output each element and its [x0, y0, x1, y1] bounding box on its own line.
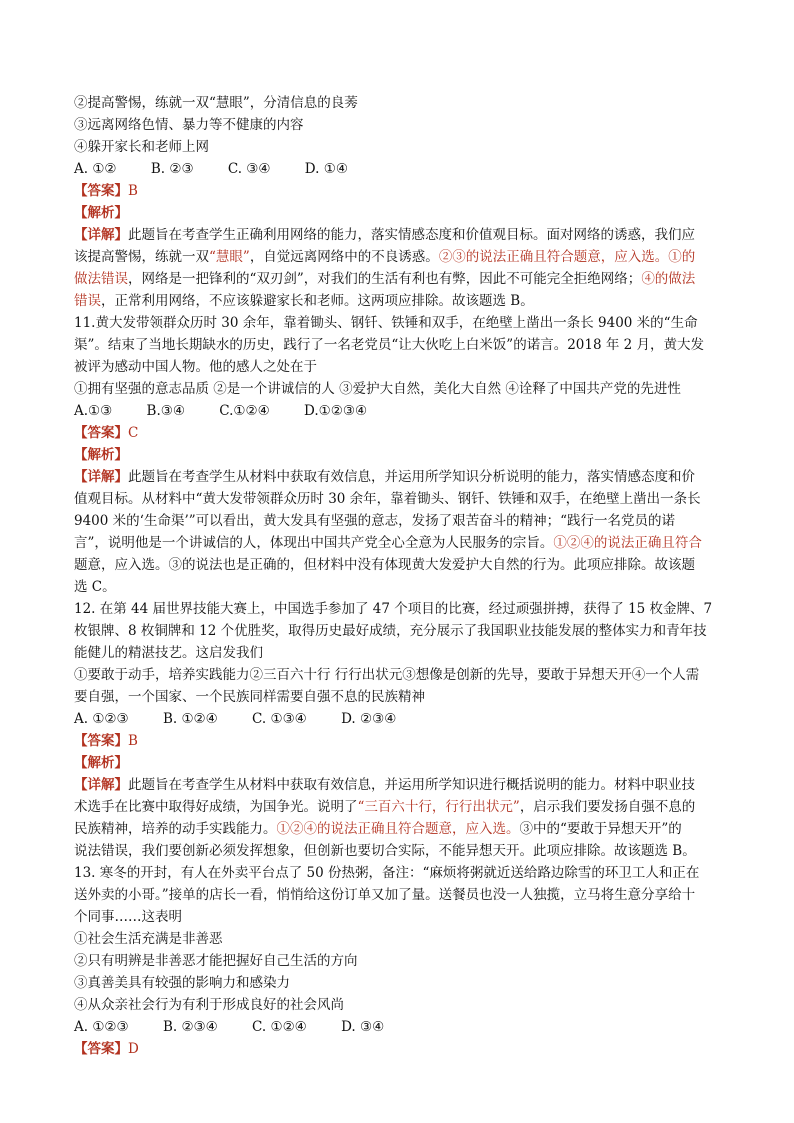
choice-item: ④躲开家长和老师上网	[74, 139, 209, 155]
explanation-text: 选 C。	[74, 579, 116, 595]
question-stem-line: 11.黄大发带领群众历时 30 余年，靠着锄头、钢钎、铁锤和双手，在绝壁上凿出一条长 9400 米的“生命	[74, 315, 698, 331]
option-a: A.①③	[74, 403, 113, 419]
option-c: C. ①③④	[252, 711, 307, 727]
detail-label: 【详解】	[74, 777, 128, 793]
option-a: A. ①②③	[74, 1019, 129, 1035]
explanation-line	[74, 554, 724, 576]
explanation-text: 此题旨在考查学生从材料中获取有效信息，并运用所学知识分析说明的能力，落实情感态度和价	[128, 469, 695, 485]
question-stem-line: 能健儿的精湛技艺。这启发我们	[74, 645, 263, 661]
detail-label: 【详解】	[74, 469, 128, 485]
answer-line	[74, 730, 724, 752]
answer-label: 【答案】	[74, 183, 128, 199]
detail-label: 【详解】	[74, 227, 128, 243]
explanation-text: 民族精神，培养的动手实践能力。	[74, 821, 277, 837]
options-row	[74, 400, 724, 422]
explanation-line	[74, 818, 724, 840]
answer-label: 【答案】	[74, 733, 128, 749]
question-11	[74, 312, 724, 598]
explanation-line	[74, 576, 724, 598]
explanation-text: ，网络是一把锋利的“双刃剑”，对我们的生活有利也有弊，因此不可能完全拒绝网络；	[128, 271, 642, 287]
question-stem-line: 被评为感动中国人物。他的感人之处在于	[74, 359, 317, 375]
exam-page	[74, 92, 724, 1060]
answer-value: B	[128, 733, 138, 749]
question-stem-line: 个同事……这表明	[74, 909, 182, 925]
option-d: D. ②③④	[341, 711, 397, 727]
choice-items-line: 要自强，一个国家、一个民族同样需要自强不息的民族精神	[74, 689, 425, 705]
answer-value: C	[128, 425, 139, 441]
highlighted-text: “慧眼”	[209, 249, 250, 265]
explanation-text: 言”，说明他是一个讲诚信的人，体现出中国共产党全心全意为人民服务的宗旨。	[74, 535, 554, 551]
explanation-text: 说法错误，我们要创新必须发挥想象，但创新也要切合实际，不能异想天开。此项应排除。故该题选 B。	[74, 843, 696, 859]
options-row	[74, 1016, 724, 1038]
answer-line	[74, 180, 724, 202]
highlighted-text: ②③的说法正确且符合题意，应入选。①的	[438, 249, 696, 265]
option-d: D. ③④	[341, 1019, 385, 1035]
explanation-text: ③中的“要敢于异想天开”的	[519, 821, 682, 837]
explanation-line	[74, 840, 724, 862]
choice-items-line: ①拥有坚强的意志品质 ②是一个讲诚信的人 ③爱护大自然，美化大自然 ④诠释了中国共产党的先进性	[74, 381, 681, 397]
highlighted-text: ④的做法	[641, 271, 696, 287]
highlighted-text: “三百六十行，行行出状元”	[357, 799, 520, 815]
option-c: C. ③④	[227, 161, 271, 177]
explanation-text: ，正常利用网络，不应该躲避家长和老师。这两项应排除。故该题选 B。	[101, 293, 534, 309]
explanation-text: 9400 米的‘生命渠’”可以看出，黄大发具有坚强的意志，发扬了艰苦奋斗的精神；“践行一名党员的诺	[74, 513, 676, 529]
answer-line	[74, 1038, 724, 1060]
explanation-line	[74, 466, 724, 488]
explanation-line	[74, 796, 724, 818]
detail-block	[74, 466, 724, 598]
answer-value: D	[128, 1041, 139, 1057]
option-b: B. ②③④	[162, 1019, 218, 1035]
choice-item: ③远离网络色情、暴力等不健康的内容	[74, 117, 304, 133]
explanation-text: 此题旨在考查学生从材料中获取有效信息，并运用所学知识进行概括说明的能力。材料中职业技	[128, 777, 695, 793]
choice-item: ②提高警惕，练就一双“慧眼”，分清信息的良莠	[74, 95, 358, 111]
option-c: C.①②④	[219, 403, 270, 419]
question-stem-line: 渠”。结束了当地长期缺水的历史，践行了一名老党员“让大伙吃上白米饭”的诺言。2018 年 2 月，黄大发	[74, 337, 705, 353]
explanation-line	[74, 510, 724, 532]
choice-item: ②只有明辨是非善恶才能把握好自己生活的方向	[74, 953, 358, 969]
answer-label: 【答案】	[74, 425, 128, 441]
answer-label: 【答案】	[74, 1041, 128, 1057]
question-stem-line: 13. 寒冬的开封，有人在外卖平台点了 50 份热粥，备注：“麻烦将粥就近送给路边除雪的环卫工人和正在	[74, 865, 700, 881]
choice-items-line: ①要敢于动手，培养实践能力②三百六十行 行行出状元③想像是创新的先导，要敢于异想天开④一个人需	[74, 667, 700, 683]
explanation-line	[74, 532, 724, 554]
question-stem-line: 12. 在第 44 届世界技能大赛上，中国选手参加了 47 个项目的比赛，经过顽强拼搏，获得了 15 枚金牌、7	[74, 601, 713, 617]
option-a: A. ①②	[74, 161, 117, 177]
explanation-line	[74, 246, 724, 268]
analysis-label: 【解析】	[74, 447, 128, 463]
option-b: B.③④	[146, 403, 185, 419]
highlighted-text: ①②④的说法正确且符合	[553, 535, 702, 551]
analysis-label: 【解析】	[74, 755, 128, 771]
option-b: B. ①②④	[162, 711, 218, 727]
question-stem-line: 枚银牌、8 枚铜牌和 12 个优胜奖，取得历史最好成绩，充分展示了我国职业技能发展的整体实力和青年技	[74, 623, 707, 639]
explanation-line	[74, 268, 724, 290]
options-row	[74, 158, 724, 180]
explanation-line	[74, 224, 724, 246]
explanation-text: 该提高警惕，练就一双	[74, 249, 209, 265]
explanation-line	[74, 290, 724, 312]
explanation-line	[74, 488, 724, 510]
highlighted-text: 做法错误	[74, 271, 128, 287]
choice-item: ④从众亲社会行为有利于形成良好的社会风尚	[74, 997, 344, 1013]
question-13	[74, 862, 724, 1060]
question-stem-line: 送外卖的小哥。”接单的店长一看，悄悄给这份订单又加了量。送餐员也没一人独揽，立马将生意分享给十	[74, 887, 696, 903]
option-a: A. ①②③	[74, 711, 129, 727]
option-c: C. ①②④	[252, 1019, 307, 1035]
options-row	[74, 708, 724, 730]
explanation-line	[74, 774, 724, 796]
answer-value: B	[128, 183, 138, 199]
detail-block	[74, 774, 724, 862]
answer-line	[74, 422, 724, 444]
question-10	[74, 92, 724, 312]
choice-item: ①社会生活充满是非善恶	[74, 931, 223, 947]
explanation-text: 值观目标。从材料中“黄大发带领群众历时 30 余年，靠着锄头、钢钎、铁锤和双手，在绝壁上凿出一条长	[74, 491, 701, 507]
explanation-text: ，启示我们要发扬自强不息的	[519, 799, 696, 815]
question-12	[74, 598, 724, 862]
detail-block	[74, 224, 724, 312]
analysis-label: 【解析】	[74, 205, 128, 221]
explanation-text: ，自觉远离网络中的不良诱惑。	[249, 249, 439, 265]
option-d: D. ①④	[304, 161, 348, 177]
explanation-text: 此题旨在考查学生正确利用网络的能力，落实情感态度和价值观目标。面对网络的诱惑，我们应	[128, 227, 695, 243]
explanation-text: 术选手在比赛中取得好成绩，为国争光。说明了	[74, 799, 358, 815]
explanation-text: 题意，应入选。③的说法也是正确的，但材料中没有体现黄大发爱护大自然的行为。此项应排除。故该题	[74, 557, 695, 573]
choice-item: ③真善美具有较强的影响力和感染力	[74, 975, 290, 991]
highlighted-text: ①②④的说法正确且符合题意，应入选。	[276, 821, 520, 837]
highlighted-text: 错误	[74, 293, 101, 309]
option-d: D.①②③④	[304, 403, 368, 419]
option-b: B. ②③	[150, 161, 194, 177]
